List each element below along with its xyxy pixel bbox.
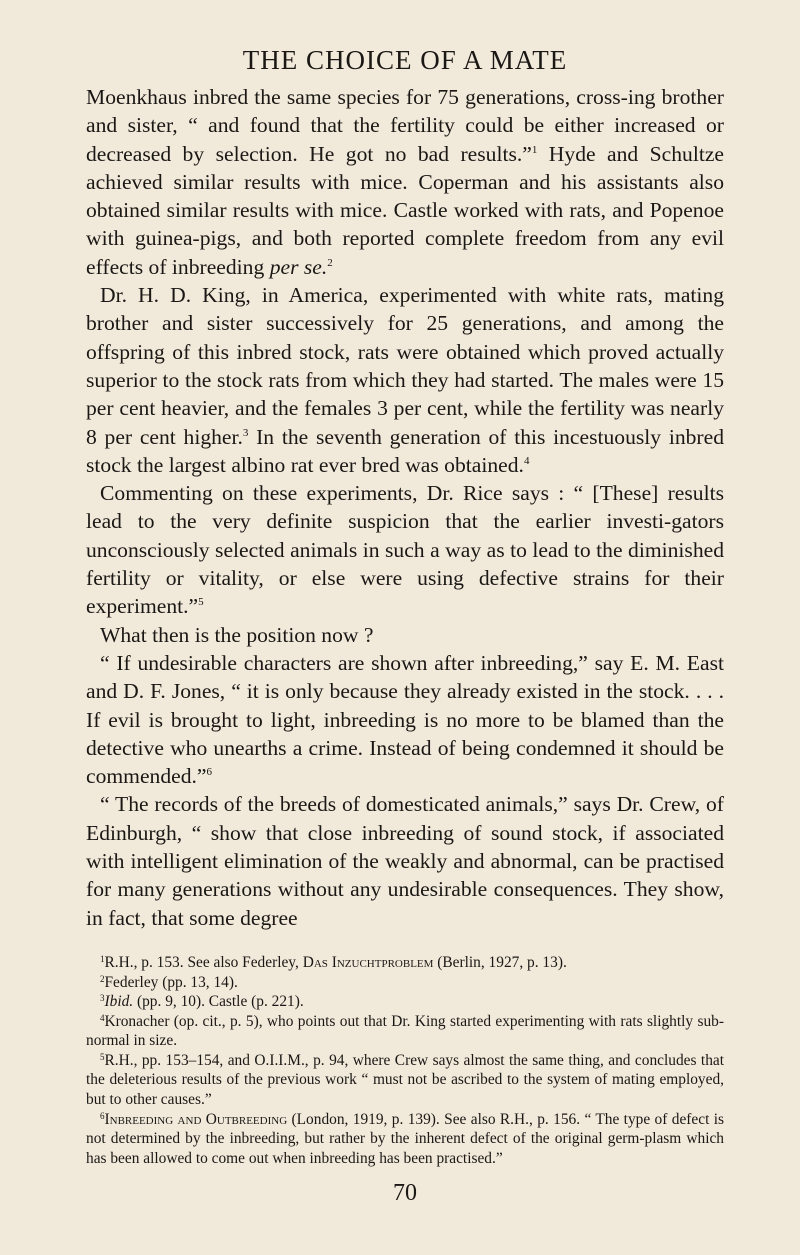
footnotes (86, 953, 724, 1169)
para-1-text-a: Moenkhaus inbred the same species for 75 generations, cross-ing brother and sister, “ and found that the fertility could be either increased or decreased by selection. He got no bad results.” (86, 85, 724, 166)
book-page (86, 0, 724, 1207)
para-6-text: “ The records of the breeds of domesticated animals,” says Dr. Crew, of Edinburgh, “ show that close inbreeding of sound stock, if associated with intelligent elimination of the weakly and abnormal, can be practised for many generations without any undesirable consequences. They show, in fact, that some degree (86, 792, 724, 930)
paragraph-4 (86, 621, 724, 649)
para-4-text: What then is the position now ? (100, 622, 374, 647)
footnote-ref-4: 4 (523, 454, 530, 467)
paragraph-2 (86, 281, 724, 479)
footnote-5-text: R.H., pp. 153–154, and O.I.I.M., p. 94, where Crew says almost the same thing, and concludes that the deleterious results of the previous work “ must not be ascribed to the system of mating employed, but to other causes.” (86, 1051, 724, 1109)
paragraph-1 (86, 83, 724, 281)
footnote-6-title: Inbreeding and Outbreeding (104, 1110, 288, 1128)
para-3-text: Commenting on these experiments, Dr. Rice says : “ [These] results lead to the very definite suspicion that the earlier investi-gators unconsciously selected animals in such a way as to lead to the diminished fertility or vitality, or else were using defective strains for their experiment.” (86, 481, 724, 619)
footnote-1-tail: (Berlin, 1927, p. 13). (433, 953, 567, 971)
para-1-text-b: Hyde and Schultze achieved similar results with mice. Coperman and his assistants also obtained similar results with mice. Castle worked with rats, and Popenoe with guinea-pigs, and both reported complete freedom from any evil effects of inbreeding (86, 141, 724, 279)
footnote-ref-1: 1 (531, 143, 538, 156)
footnote-2-number: 2 (100, 973, 105, 984)
paragraph-5 (86, 649, 724, 790)
footnote-3-italic: Ibid. (104, 993, 134, 1011)
footnote-ref-2: 2 (327, 256, 333, 269)
footnote-4-text: Kronacher (op. cit., p. 5), who points out that Dr. King started experimenting with rats slightly sub-normal in size. (86, 1012, 724, 1050)
paragraph-6 (86, 790, 724, 931)
para-1-italic: per se. (269, 254, 328, 279)
body-text (86, 83, 724, 932)
footnote-ref-3: 3 (242, 426, 249, 439)
footnote-2-text: Federley (pp. 13, 14). (104, 973, 238, 991)
footnote-4 (86, 1012, 724, 1051)
footnote-6 (86, 1110, 724, 1169)
footnote-ref-6: 6 (206, 766, 213, 779)
running-head: THE CHOICE OF A MATE (242, 45, 568, 75)
page-number: 70 (393, 1180, 417, 1207)
footnote-3-text: (pp. 9, 10). Castle (p. 221). (133, 993, 304, 1011)
footnote-1 (86, 953, 724, 973)
footnote-3-number: 3 (100, 993, 105, 1004)
footnote-3 (86, 992, 724, 1012)
paragraph-3 (86, 479, 724, 620)
footnote-6-number: 6 (100, 1110, 105, 1121)
footnote-1-number: 1 (100, 953, 105, 964)
footnote-1-text: R.H., p. 153. See also Federley, (104, 953, 303, 971)
para-2-text-a: Dr. H. D. King, in America, experimented with white rats, mating brother and sister successively for 25 generations, and among the offspring of this inbred stock, rats were obtained which proved actually superior to the stock rats from which they had started. The males were 15 per cent heavier, and the females 3 per cent, while the fertility was nearly 8 per cent higher. (86, 283, 724, 449)
para-5-text: “ If undesirable characters are shown after inbreeding,” say E. M. East and D. F. Jones, “ it is only because they already existed in the stock. . . . If evil is brought to light, inbreeding is no more to be blamed than the detective who unearths a crime. Instead of being condemned it should be commended.” (86, 650, 724, 789)
para-2-text-b: In the seventh generation of this incestuously inbred stock the largest albino rat ever bred was obtained. (86, 424, 724, 477)
footnote-4-number: 4 (100, 1012, 105, 1023)
footnote-1-title: Das Inzuchtproblem (302, 953, 434, 971)
footnote-6-text: (London, 1919, p. 139). See also R.H., p. 156. “ The type of defect is not determined by the inbreeding, but rather by the inherent defect of the original germ-plasm which has been allowed to come out when inbreeding has been practised.” (86, 1110, 724, 1167)
footnote-ref-5: 5 (198, 596, 204, 609)
footnote-5 (86, 1051, 724, 1110)
footnote-2 (86, 973, 724, 993)
footnote-5-number: 5 (100, 1051, 105, 1062)
